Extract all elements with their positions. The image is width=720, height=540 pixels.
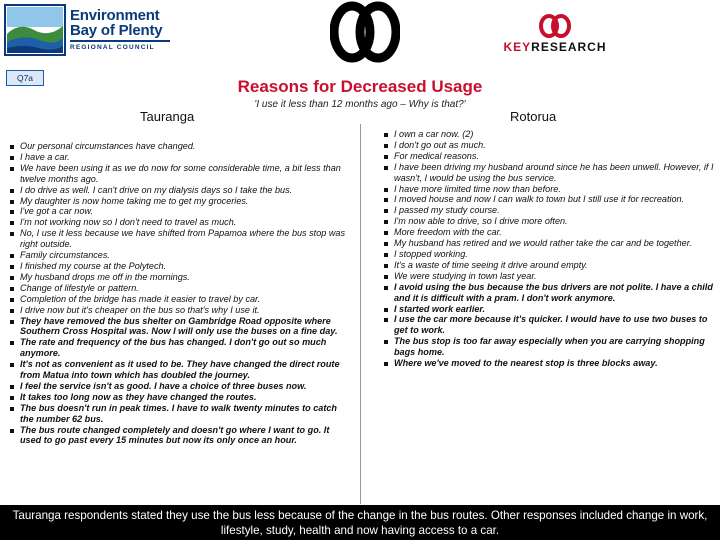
list-item: For medical reasons. (382, 151, 714, 162)
list-item: My husband has retired and we would rather take the car and be together. (382, 238, 714, 249)
ebop-rule (70, 40, 170, 42)
list-item: My husband drops me off in the mornings. (8, 272, 350, 283)
summary-footer: Tauranga respondents stated they use the bus less because of the change in the bus routes. Other responses included change in work, lifestyle, study, health and now having access to a car. (0, 505, 720, 540)
list-item: No, I use it less because we have shifted from Papamoa where the bus stop was right outside. (8, 228, 350, 250)
rings-logo-icon (330, 0, 400, 64)
ebop-emblem-icon (4, 4, 66, 56)
list-item: It's a waste of time seeing it drive around empty. (382, 260, 714, 271)
ebop-logo (4, 4, 174, 56)
list-item: I do drive as well. I can't drive on my dialysis days so I take the bus. (8, 185, 350, 196)
list-item: The bus route changed completely and doesn't go where I want to go. It used to go past every 15 minutes but now its only once an hour. (8, 425, 350, 447)
list-item: I have a car. (8, 152, 350, 163)
list-item: More freedom with the car. (382, 227, 714, 238)
ebop-line3: REGIONAL COUNCIL (70, 44, 155, 51)
keyresearch-logo (480, 12, 630, 56)
list-item: My daughter is now home taking me to get my groceries. (8, 196, 350, 207)
keyresearch-emblem-icon (538, 14, 572, 38)
list-item: I moved house and now I can walk to town but I still use it for recreation. (382, 194, 714, 205)
list-item: I avoid using the bus because the bus drivers are not polite. I have a child and it is difficult with a pram. I don't work anymore. (382, 282, 714, 304)
list-item: I feel the service isn't as good. I have a choice of three buses now. (8, 381, 350, 392)
column-divider (360, 124, 361, 504)
rotorua-heading: Rotorua (510, 109, 557, 124)
list-item: I stopped working. (382, 249, 714, 260)
list-item: I drive now but it's cheaper on the bus so that's why I use it. (8, 305, 350, 316)
keyresearch-wordmark (480, 40, 630, 54)
list-item: I have been driving my husband around since he has been unwell. However, if I wasn't, I would be using the bus service. (382, 162, 714, 184)
list-item: I'm now able to drive, so I drive more often. (382, 216, 714, 227)
list-item: I've got a car now. (8, 206, 350, 217)
list-item: The bus stop is too far away especially when you are carrying shopping bags home. (382, 336, 714, 358)
tauranga-heading: Tauranga (140, 109, 195, 124)
tauranga-list (8, 141, 350, 446)
question-label: Q7a (6, 70, 44, 86)
list-item: I'm not working now so I don't need to travel as much. (8, 217, 350, 228)
list-item: It takes too long now as they have changed the routes. (8, 392, 350, 403)
list-item: I don't go out as much. (382, 140, 714, 151)
list-item: I started work earlier. (382, 304, 714, 315)
list-item: I have more limited time now than before. (382, 184, 714, 195)
list-item: We were studying in town last year. (382, 271, 714, 282)
list-item: I passed my study course. (382, 205, 714, 216)
list-item: The bus doesn't run in peak times. I have to walk twenty minutes to catch the number 62 bus. (8, 403, 350, 425)
list-item: Where we've moved to the nearest stop is three blocks away. (382, 358, 714, 369)
rotorua-list (382, 129, 714, 369)
list-item: Completion of the bridge has made it easier to travel by car. (8, 294, 350, 305)
page-title: Reasons for Decreased Usage (237, 77, 483, 96)
list-item: I use the car more because it's quicker. I would have to use two buses to get to work. (382, 314, 714, 336)
key-word: KEY (503, 40, 532, 54)
list-item: We have been using it as we do now for some considerable time, a bit less than twelve months ago. (8, 163, 350, 185)
list-item: Change of lifestyle or pattern. (8, 283, 350, 294)
list-item: It's not as convenient as it used to be. They have changed the direct route from Matua into town which has doubled the journey. (8, 359, 350, 381)
list-item: Our personal circumstances have changed. (8, 141, 350, 152)
research-word: RESEARCH (531, 40, 607, 54)
list-item: They have removed the bus shelter on Gambridge Road opposite where Southern Cross Hospital was. Now I will only use the buses on a fine day. (8, 316, 350, 338)
ebop-line1: Environment (70, 7, 160, 24)
ebop-line2: Bay of Plenty (70, 22, 163, 39)
question-subtitle: 'I use it less than 12 months ago – Why is that?' (254, 99, 466, 110)
list-item: The rate and frequency of the bus has changed. I don't go out so much anymore. (8, 337, 350, 359)
list-item: I own a car now. (2) (382, 129, 714, 140)
list-item: I finished my course at the Polytech. (8, 261, 350, 272)
list-item: Family circumstances. (8, 250, 350, 261)
